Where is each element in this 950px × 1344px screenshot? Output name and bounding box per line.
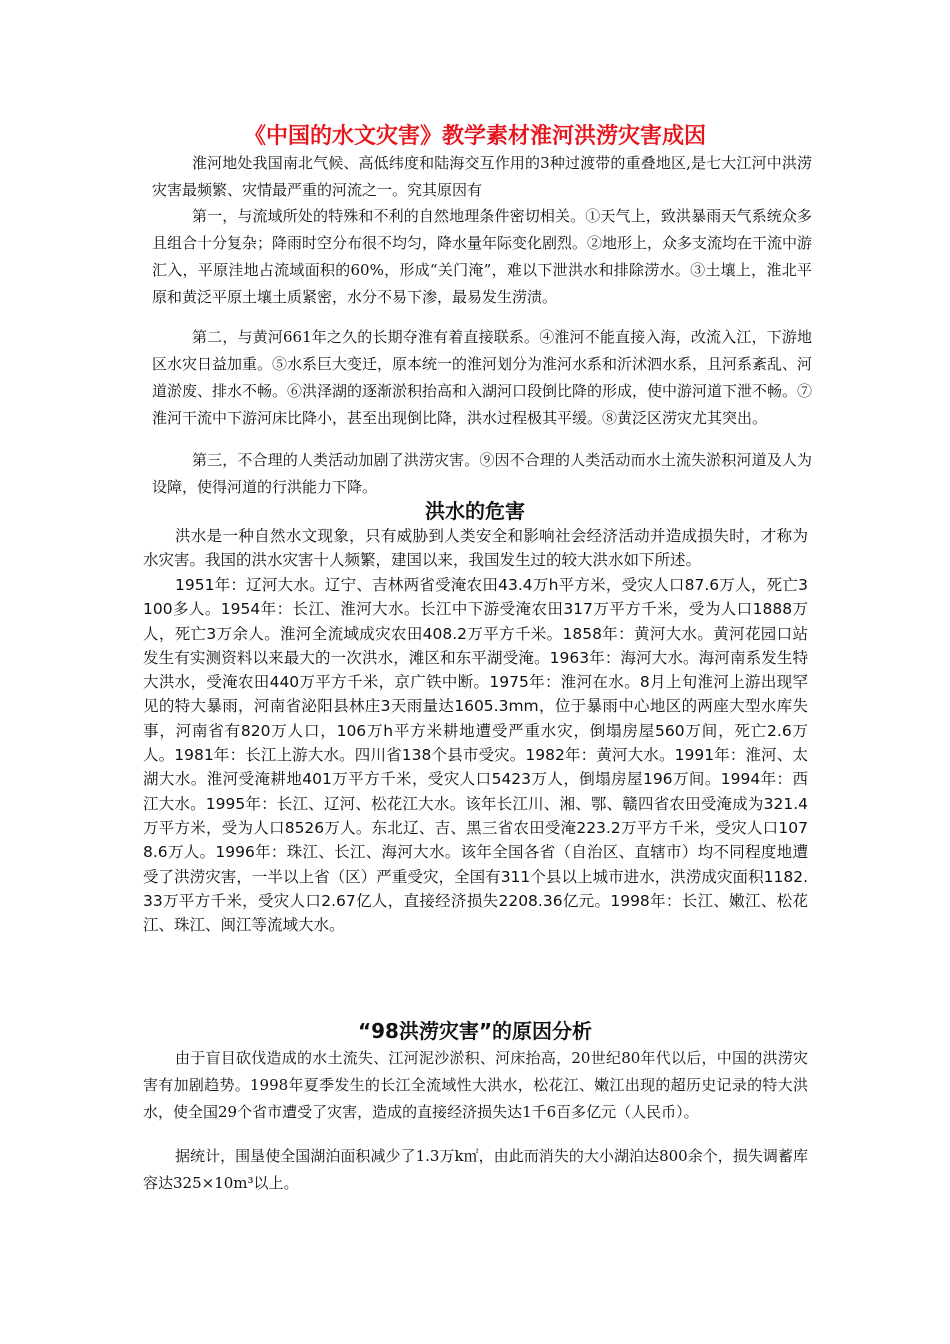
section3-paragraph-2: 据统计，围垦使全国湖泊面积减少了1.3万k㎡，由此而消失的大小湖泊达800余个，损失调蓄库容达325×10m³以上。	[143, 1147, 808, 1192]
section1-reason-1-paragraph: 第一，与流域所处的特殊和不利的自然地理条件密切相关。①天气上，致洪暴雨天气系统众多且组合十分复杂；降雨时空分布很不均匀，降水量年际变化剧烈。②地形上，众多支流均在干流中游汇入，平原洼地占流域面积的60%，形成“关门淹”，难以下泄洪水和排除涝水。③土壤上，淮北平原和黄泛平原土壤土质紧密，水分不易下渗，最易发生涝渍。	[152, 207, 813, 306]
section3-paragraph-1: 由于盲目砍伐造成的水土流失、江河泥沙淤积、河床抬高，20世纪80年代以后，中国的洪涝灾害有加剧趋势。1998年夏季发生的长江全流域性大洪水，松花江、嫩江出现的超历史记录的特大洪水，使全国29个省市遭受了灾害，造成的直接经济损失达1千6百多亿元（人民币）。	[143, 1049, 808, 1121]
section1-intro-paragraph: 淮河地处我国南北气候、高低纬度和陆海交互作用的3种过渡带的重叠地区,是七大江河中洪涝灾害最频繁、灾情最严重的河流之一。究其原因有	[152, 154, 812, 199]
document-title: 《中国的水文灾害》教学素材淮河洪涝灾害成因	[243, 124, 706, 149]
section2-intro-paragraph: 洪水是一种自然水文现象，只有威胁到人类安全和影响社会经济活动并造成损失时，才称为水灾害。我国的洪水灾害十人频繁，建国以来，我国发生过的较大洪水如下所述。	[143, 527, 808, 570]
section1-reason-3-paragraph: 第三，不合理的人类活动加剧了洪涝灾害。⑨因不合理的人类活动而水土流失淤积河道及人为设障，使得河道的行洪能力下降。	[152, 451, 812, 496]
section2-flood-list-paragraph: 1951年：辽河大水。辽宁、吉林两省受淹农田43.4万h平方米，受灾人口87.6万人，死亡3100多人。1954年：长江、淮河大水。长江中下游受淹农田317万平方千米，受为人口1888万人，死亡3万余人。淮河全流域成灾农田408.2万平方千米。1858年：黄河大水。黄河花园口站发生有实测资料以来最大的一次洪水，滩区和东平湖受淹。1963年：海河大水。海河南系发生特大洪水，受淹农田440万平方千米，京广铁中断。1975年：淮河在水。8月上旬淮河上游出现罕见的特大暴雨，河南省泌阳县林庄3天雨量达1605.3mm，位于暴雨中心地区的两座大型水库失事，河南省有820万人口，106万h平方米耕地遭受严重水灾，倒塌房屋560万间，死亡2.6万人。1981年：长江上游大水。四川省138个县市受灾。1982年：黄河大水。1991年：淮河、太湖大水。淮河受淹耕地401万平方千米，受灾人口5423万人，倒塌房屋196万间。1994年：西江大水。1995年：长江、辽河、松花江大水。该年长江川、湘、鄂、赣四省农田受淹成为321.4万平方米，受为人口8526万人。东北辽、吉、黑三省农田受淹223.2万平方千米，受灾人口1078.6万人。1996年：珠江、长江、海河大水。该年全国各省（自治区、直辖市）均不同程度地遭受了洪涝灾害，一半以上省（区）严重受灾，全国有311个县以上城市进水，洪涝成灾面积1182.33万平方千米，受灾人口2.67亿人，直接经济损失2208.36亿元。1998年：长江、嫩江、松花江、珠江、闽江等流域大水。	[143, 576, 808, 935]
section2-heading: 洪水的危害	[425, 499, 525, 523]
section1-reason-2-paragraph: 第二，与黄河661年之久的长期夺淮有着直接联系。④淮河不能直接入海，改流入江，下游地区水灾日益加重。⑤水系巨大变迁，原本统一的淮河划分为淮河水系和沂沭泗水系，且河系紊乱、河道淤废、排水不畅。⑥洪泽湖的逐渐淤积抬高和入湖河口段倒比降的形成，使中游河道下泄不畅。⑦淮河干流中下游河床比降小，甚至出现倒比降，洪水过程极其平缓。⑧黄泛区涝灾尤其突出。	[152, 328, 813, 427]
section3-heading: “98洪涝灾害”的原因分析	[357, 1019, 593, 1043]
